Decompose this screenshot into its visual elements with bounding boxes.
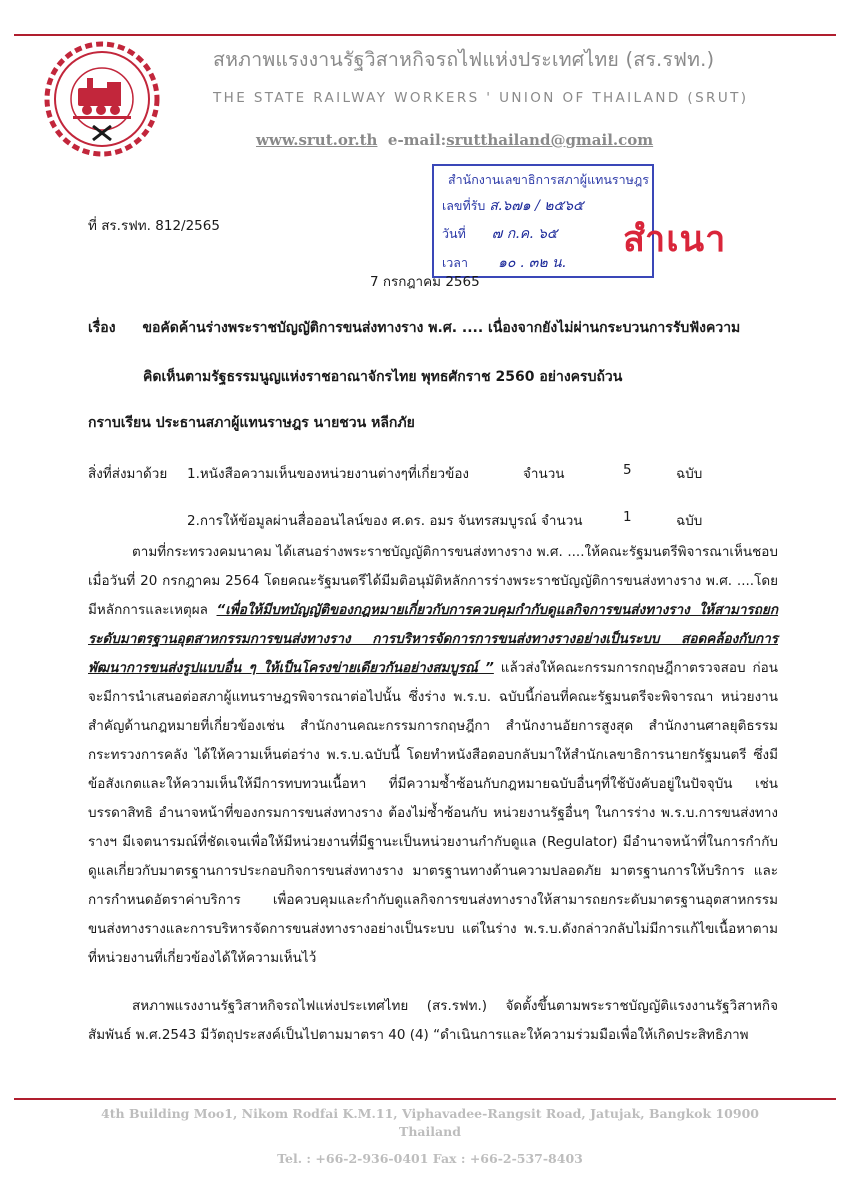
enclosure-1-text: 1.หนังสือความเห็นของหน่วยงานต่างๆที่เกี่ยวข้อง — [187, 466, 470, 482]
email-label: e-mail: — [387, 131, 447, 149]
enclosure-label: สิ่งที่ส่งมาด้วย — [88, 466, 168, 482]
footer-rule — [14, 1098, 836, 1100]
stamp-number-label: เลขที่รับ — [442, 198, 486, 213]
stamp-number-row — [442, 195, 584, 217]
website-link[interactable]: www.srut.or.th — [256, 131, 378, 149]
enclosure-1-qty: 5 — [623, 462, 632, 478]
stamp-number-value: ส.๖๗๑ / ๒๕๖๕ — [489, 198, 584, 214]
document-number: ที่ สร.รฟท. 812/2565 — [88, 218, 220, 234]
enclosure-2-qty: 1 — [623, 509, 632, 525]
subject-line — [88, 317, 740, 339]
org-web-contact — [256, 131, 676, 149]
paragraph-1-rest: แล้วส่งให้คณะกรรมการกฤษฎีกาตรวจสอบ ก่อนจะมีการนำเสนอต่อสภาผู้แทนราษฎรพิจารณาต่อไปนั้น ซึ่งร่าง พ.ร.บ. ฉบับนี้ก่อนที่คณะรัฐมนตรีจะพิจารณา หน่วยงานสำคัญด้านกฎหมายที่เกี่ยวข้องเช่น สำนักงานคณะกรรมการกฤษฎีกา สำนักงานอัยการสูงสุด สำนักงานศาลยุติธรรม กระทรวงการคลัง ได้ให้ความเห็นต่อร่าง พ.ร.บ.ฉบับนี้ โดยทำหนังสือตอบกลับมาให้สำนักเลขาธิการนายกรัฐมนตรี ซึ่งมีข้อสังเกตและให้ความเห็นให้มีการทบทวนเนื้อหา ที่มีความซ้ำซ้อนกับกฎหมายฉบับอื่นๆที่ใช้บังคับอยู่ในปัจจุบัน เช่น บรรดาสิทธิ อำนาจหน้าที่ของกรมการขนส่งทางราง ต้องไม่ซ้ำซ้อนกับ หน่วยงานรัฐอื่นๆ ในการร่าง พ.ร.บ.การขนส่งทางรางฯ มีเจตนารมณ์ที่ชัดเจนเพื่อให้มีหน่วยงานที่มีฐานะเป็นหน่วยงานกำกับดูแล (Regulator) มีอำนาจหน้าที่ในการกำกับดูแลเกี่ยวกับมาตรฐานการประกอบกิจการขนส่งทางราง มาตรฐานทางด้านความปลอดภัย มาตรฐานการให้บริการ และการกำหนดอัตราค่าบริการ เพื่อควบคุมและกำกับดูแลกิจการขนส่งทางรางให้สามารถยกระดับมาตรฐานอุตสาหกรรมขนส่งทางรางและการบริหารจัดการขนส่งทางรางอย่างเป็นระบบ แต่ในร่าง พ.ร.บ.ดังกล่าวกลับไม่มีการแก้ไขเนื้อหาตามที่หน่วยงานที่เกี่ยวข้องได้ให้ความเห็นไว้ — [88, 660, 778, 966]
subject-text-1: ขอคัดค้านร่างพระราชบัญญัติการขนส่งทางราง พ.ศ. .... เนื่องจากยังไม่ผ่านกระบวนการรับฟังความ — [142, 320, 741, 336]
paragraph-2-text: สหภาพแรงงานรัฐวิสาหกิจรถไฟแห่งประเทศไทย (สร.รฟท.) จัดตั้งขึ้นตามพระราชบัญญัติแรงงานรัฐวิสาหกิจสัมพันธ์ พ.ศ.2543 มีวัตถุประสงค์เป็นไปตามมาตรา 40 (4) “ดำเนินการและให้ความร่วมมือเพื่อให้เกิดประสิทธิภาพ — [88, 998, 778, 1043]
stamp-title: สำนักงานเลขาธิการสภาผู้แทนราษฎร — [448, 172, 649, 187]
salutation: กราบเรียน ประธานสภาผู้แทนราษฎร นายชวน หลีกภัย — [88, 415, 415, 431]
receipt-stamp — [432, 164, 654, 278]
stamp-date-value: ๗ ก.ค. ๖๕ — [491, 226, 558, 242]
letter-date: 7 กรกฎาคม 2565 — [370, 274, 480, 290]
paragraph-1-intro: ตามที่กระทรวงคมนาคม ได้เสนอร่างพระราชบัญญัติการขนส่งทางราง พ.ศ. ....ให้คณะรัฐมนตรีพิจารณาเห็นชอบเมื่อวันที่ 20 กรกฎาคม 2564 โดยคณะรัฐมนตรีได้มีมติอนุมัติหลักการร่างพระราชบัญญัติการขนส่งทางราง พ.ศ. ....โดยมีหลักการและเหตุผล — [88, 544, 778, 618]
body-paragraph-1 — [88, 538, 778, 973]
org-name-english: THE STATE RAILWAY WORKERS ' UNION OF THAILAND (SRUT) — [213, 90, 749, 106]
subject-text-2: คิดเห็นตามรัฐธรรมนูญแห่งราชอาณาจักรไทย พุทธศักราช 2560 อย่างครบถ้วน — [143, 369, 623, 385]
stamp-time-value: ๑๐ . ๓๒ น. — [497, 255, 567, 271]
footer-address-1: 4th Building Moo1, Nikom Rodfai K.M.11, Viphavadee-Rangsit Road, Jatujak, Bangkok 10900 — [101, 1106, 759, 1121]
stamp-date-row — [442, 223, 557, 245]
footer-contact: Tel. : +66-2-936-0401 Fax : +66-2-537-8403 — [277, 1151, 583, 1166]
enclosure-1-qty-label: จำนวน — [523, 466, 565, 482]
paragraph-1-quote: “เพื่อให้มีบทบัญญัติของกฎหมายเกี่ยวกับการควบคุมกำกับดูแลกิจการขนส่งทางราง ให้สามารถยกระดับมาตรฐานอุตสาหกรรมการขนส่งทางราง การบริหารจัดการการขนส่งทางรางอย่างเป็นระบบ สอดคล้องกับการพัฒนาการขนส่งรูปแบบอื่น ๆ ให้เป็นโครงข่ายเดียวกันอย่างสมบูรณ์ ” — [88, 602, 779, 676]
stamp-time-label: เวลา — [442, 255, 468, 270]
body-paragraph-2 — [88, 992, 778, 1050]
email-link[interactable]: srutthailand@gmail.com — [446, 131, 654, 149]
footer-address-2: Thailand — [399, 1124, 461, 1139]
enclosure-1-unit: ฉบับ — [676, 466, 703, 482]
copy-stamp: สำเนา — [623, 219, 727, 260]
header-top-rule — [14, 34, 836, 36]
union-logo-icon — [43, 40, 161, 158]
org-name-thai: สหภาพแรงงานรัฐวิสาหกิจรถไฟแห่งประเทศไทย (สร.รฟท.) — [213, 48, 715, 71]
subject-label: เรื่อง — [88, 320, 116, 336]
enclosure-2-text: 2.การให้ข้อมูลผ่านสื่อออนไลน์ของ ศ.ดร. อมร จันทรสมบูรณ์ จำนวน — [187, 513, 583, 529]
enclosure-2-unit: ฉบับ — [676, 513, 703, 529]
stamp-date-label: วันที่ — [442, 226, 466, 241]
